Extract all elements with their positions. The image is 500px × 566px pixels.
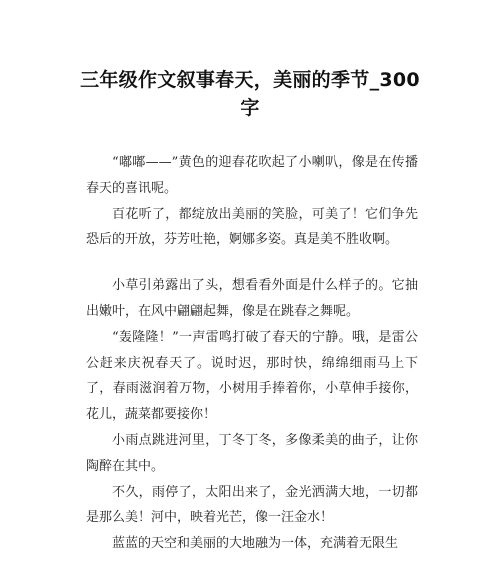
paragraph-3: 小草引弟露出了头，想看看外面是什么样子的。它抽出嫩叶，在风中翩翩起舞，像是在跳春之舞呢。 [86, 278, 418, 319]
paragraph-5: 小雨点跳进河里，丁冬丁冬，多像柔美的曲子，让你陶醉在其中。 [86, 432, 418, 474]
title-line-2: 字 [240, 97, 260, 119]
title-line-1: 三年级作文叙事春天，美丽的季节_300 [80, 69, 420, 91]
document-title [70, 66, 430, 122]
paragraph-spacer [86, 253, 418, 273]
paragraph-1: “嘟嘟——”黄色的迎春花吹起了小喇叭，像是在传播春天的喜讯呢。 [86, 155, 418, 196]
document-body [86, 150, 418, 557]
paragraph-4: “轰隆隆！”一声雷鸣打破了春天的宁静。哦，是雷公公赶来庆祝春天了。说时迟，那时快，绵绵细雨马上下了，春雨滋润着万物，小树用手捧着你，小草伸手接你，花儿，蔬菜都要接你！ [86, 329, 418, 423]
paragraph-7: 蓝蓝的天空和美丽的大地融为一体，充满着无限生 [112, 536, 399, 552]
paragraph-2: 百花听了，都绽放出美丽的笑脸，可美了！它们争先恐后的开放，芬芳吐艳，婀娜多姿。真是美不胜收啊。 [86, 206, 418, 248]
paragraph-6: 不久，雨停了，太阳出来了，金光洒满大地，一切都是那么美！河中，映着光芒，像一汪金水！ [86, 484, 418, 526]
